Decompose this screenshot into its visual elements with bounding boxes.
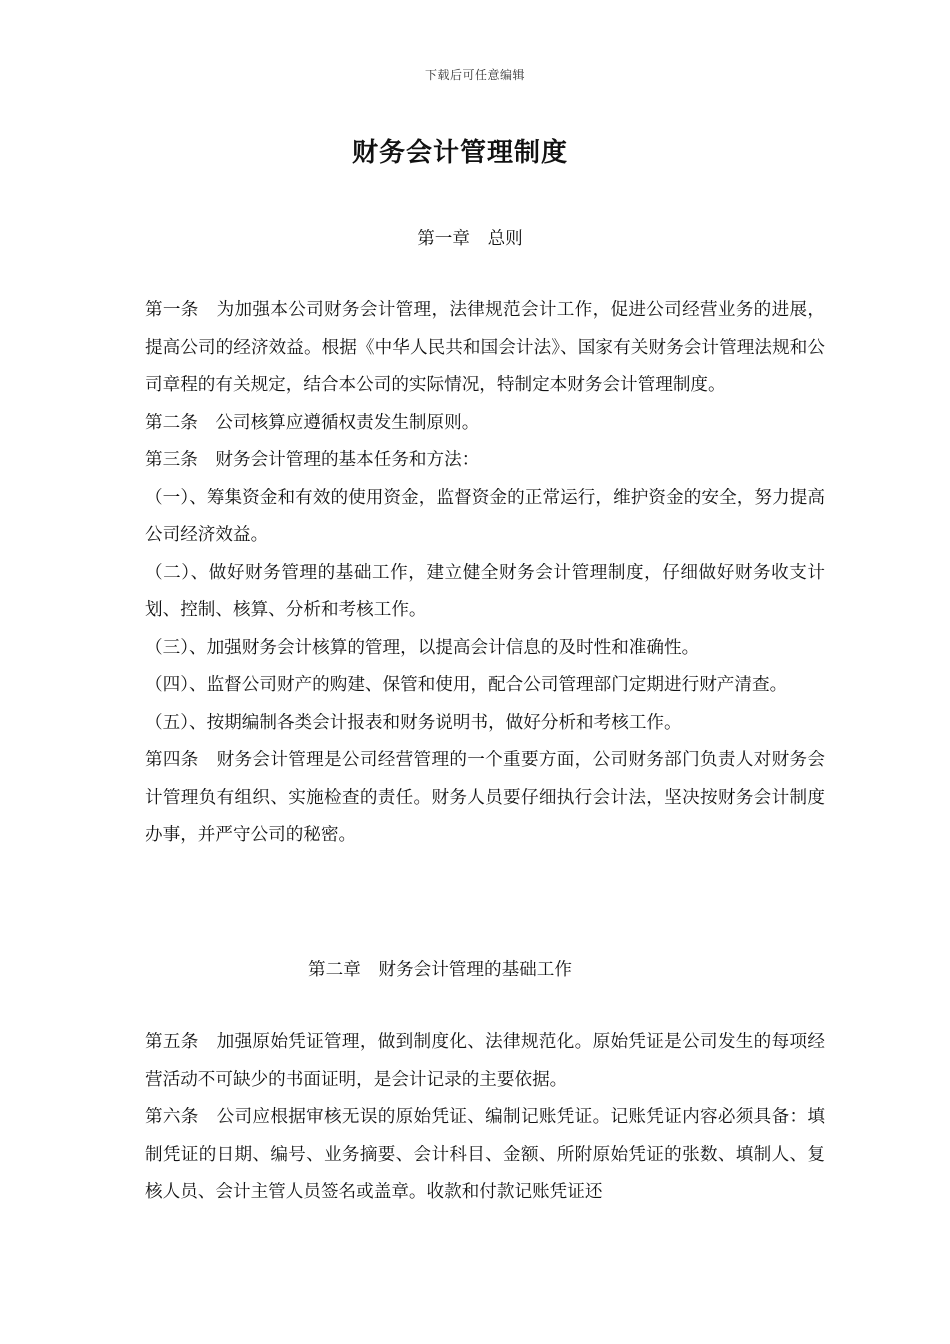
- article-2: 第二条 公司核算应遵循权责发生制原则。: [145, 412, 480, 433]
- article-3: 第三条 财务会计管理的基本任务和方法：: [145, 450, 480, 470]
- article-3-item-5: （五）、按期编制各类会计报表和财务说明书，做好分析和考核工作。: [145, 712, 682, 733]
- chapter-2-body: [145, 1024, 825, 1212]
- chapter-1-body: [145, 292, 825, 855]
- article-3-item-3: （三）、加强财务会计核算的管理，以提高会计信息的及时性和准确性。: [145, 637, 700, 658]
- article-3-item-1: （一）、筹集资金和有效的使用资金，监督资金的正常运行，维护资金的安全，努力提高公司经济效益。: [145, 487, 825, 545]
- article-3-item-2: （二）、做好财务管理的基础工作，建立健全财务会计管理制度，仔细做好财务收支计划、控制、核算、分析和考核工作。: [145, 562, 825, 620]
- chapter-heading-1: 第一章 总则: [417, 229, 523, 249]
- article-3-item-4: （四）、监督公司财产的购建、保管和使用，配合公司管理部门定期进行财产清查。: [145, 675, 788, 695]
- page-header: 下载后可任意编辑: [424, 68, 525, 82]
- article-1: 第一条 为加强本公司财务会计管理，法律规范会计工作，促进公司经营业务的进展，提高公司的经济效益。根据《中华人民共和国会计法》、国家有关财务会计管理法规和公司章程的有关规定，结合本公司的实际情况，特制定本财务会计管理制度。: [145, 300, 825, 395]
- document-title: 财务会计管理制度: [351, 138, 568, 168]
- article-5: 第五条 加强原始凭证管理，做到制度化、法律规范化。原始凭证是公司发生的每项经营活动不可缺少的书面证明，是会计记录的主要依据。: [145, 1032, 825, 1090]
- article-4: 第四条 财务会计管理是公司经营管理的一个重要方面，公司财务部门负责人对财务会计管理负有组织、实施检查的责任。财务人员要仔细执行会计法，坚决按财务会计制度办事，并严守公司的秘密。: [145, 750, 825, 845]
- chapter-heading-2: 第二章 财务会计管理的基础工作: [308, 960, 572, 980]
- article-6: 第六条 公司应根据审核无误的原始凭证、编制记账凭证。记账凭证内容必须具备：填制凭证的日期、编号、业务摘要、会计科目、金额、所附原始凭证的张数、填制人、复核人员、会计主管人员签名或盖章。收款和付款记账凭证还: [145, 1107, 825, 1202]
